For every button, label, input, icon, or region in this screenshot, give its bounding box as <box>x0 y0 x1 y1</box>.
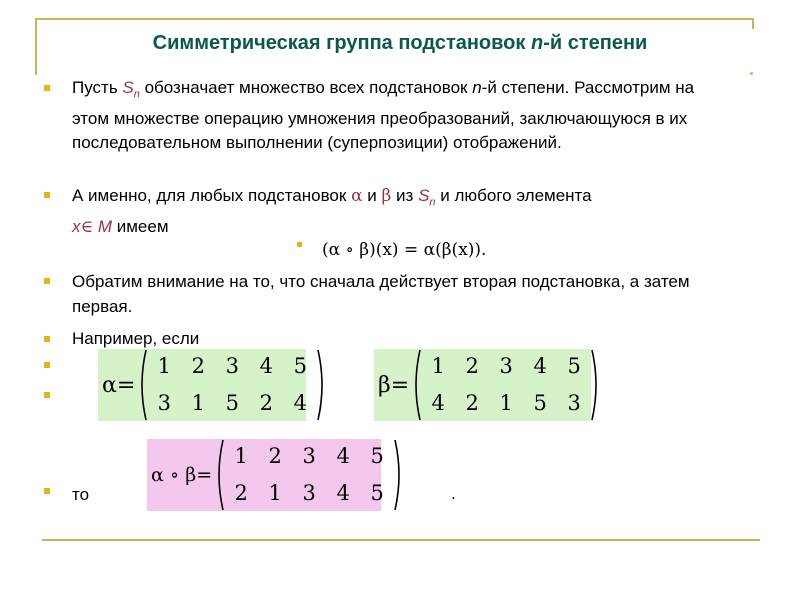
bullet-3 <box>44 278 50 284</box>
p2-set-index: n <box>429 196 436 209</box>
matrix-cell: 3 <box>225 354 239 378</box>
paragraph-1 <box>72 76 732 156</box>
decor-dot <box>750 72 753 75</box>
composition-formula: (α ∘ β)(x) = α(β(x)). <box>322 240 487 260</box>
composition-matrix-label: α ∘ β= <box>151 464 213 486</box>
alpha-matrix <box>98 349 306 421</box>
p2-and: и <box>362 186 382 205</box>
slide-title <box>0 32 800 55</box>
matrix-cell: 3 <box>302 444 316 468</box>
p2-alpha: α <box>351 186 363 206</box>
matrix-cell: 5 <box>225 391 239 415</box>
p2-beta: β <box>381 186 392 206</box>
p2-text-c: имеем <box>112 216 169 236</box>
matrix-cell: 5 <box>533 391 547 415</box>
composition-matrix <box>147 439 384 511</box>
matrix-cell: 2 <box>234 481 248 505</box>
matrix-cell: 2 <box>268 444 282 468</box>
matrix-cell: 1 <box>268 481 282 505</box>
p2-M: M <box>97 216 112 236</box>
bullet-5 <box>44 362 50 368</box>
title-text: Симметрическая группа подстановок <box>152 32 531 54</box>
matrix-cell: 3 <box>157 391 171 415</box>
comma: , <box>318 393 323 412</box>
left-paren-icon <box>137 348 147 422</box>
matrix-cell: 1 <box>234 444 248 468</box>
matrix-cell: 4 <box>336 481 350 505</box>
p1-set-symbol: S <box>122 78 134 97</box>
matrix-cell: 2 <box>465 354 479 378</box>
title-suffix: -й степени <box>543 32 648 54</box>
matrix-cell: 3 <box>302 481 316 505</box>
bullet-4 <box>44 336 50 342</box>
beta-matrix-body <box>411 348 601 422</box>
matrix-cell: 5 <box>293 354 307 378</box>
paragraph-5: то <box>72 485 90 504</box>
alpha-matrix-label: α= <box>102 372 136 398</box>
p2-in: ∈ <box>80 216 94 237</box>
alpha-matrix-body <box>137 348 327 422</box>
composition-matrix-body <box>214 438 404 512</box>
matrix-cell: 1 <box>191 391 205 415</box>
beta-matrix <box>374 349 591 421</box>
p2-set-symbol: S <box>418 186 430 205</box>
beta-matrix-grid <box>421 348 591 422</box>
decor-top-line <box>35 18 753 20</box>
matrix-cell: 5 <box>567 354 581 378</box>
p1-text-b: обозначает множество всех подстановок <box>139 78 473 97</box>
p2-from: из <box>391 186 419 205</box>
p2-text-b: и любого элемента <box>435 186 592 205</box>
p1-text-c: -й степени. Рассмотрим на этом множестве операцию умножения преобразований, заключающуюся в их последовательном выполнении (суперпозиции) отображений. <box>72 78 695 153</box>
beta-matrix-label: β= <box>378 372 410 398</box>
decor-right-tick <box>752 18 754 29</box>
matrix-cell: 1 <box>431 354 445 378</box>
matrix-cell: 2 <box>465 391 479 415</box>
left-paren-icon <box>411 348 421 422</box>
title-n: n <box>530 32 544 54</box>
p2-x: x <box>72 216 81 236</box>
period: . <box>451 484 456 503</box>
bullet-2 <box>44 192 50 198</box>
decor-bottom-line <box>42 539 760 541</box>
p1-text-a: Пусть <box>72 78 123 97</box>
matrix-cell: 4 <box>293 391 307 415</box>
paragraph-4: Например, если <box>72 329 200 348</box>
matrix-cell: 3 <box>499 354 513 378</box>
matrix-cell: 3 <box>567 391 581 415</box>
matrix-cell: 4 <box>336 444 350 468</box>
composition-matrix-grid <box>224 438 394 512</box>
alpha-matrix-grid <box>147 348 317 422</box>
matrix-cell: 2 <box>259 391 273 415</box>
matrix-cell: 5 <box>370 444 384 468</box>
matrix-cell: 4 <box>431 391 445 415</box>
matrix-cell: 4 <box>259 354 273 378</box>
p1-n: n <box>472 78 482 97</box>
right-paren-icon <box>591 348 601 422</box>
matrix-cell: 5 <box>370 481 384 505</box>
sub-bullet <box>297 242 302 247</box>
paragraph-2 <box>72 184 762 239</box>
left-paren-icon <box>214 438 224 512</box>
bullet-6 <box>44 392 50 398</box>
matrix-cell: 1 <box>499 391 513 415</box>
p2-text-a: А именно, для любых подстановок <box>72 186 352 205</box>
matrix-cell: 1 <box>157 354 171 378</box>
matrix-cell: 4 <box>533 354 547 378</box>
p1-set-index: n <box>133 88 140 101</box>
right-paren-icon <box>394 438 404 512</box>
bullet-7 <box>44 488 50 494</box>
paragraph-3: Обратим внимание на то, что сначала действует вторая подстановка, а затем первая. <box>72 272 690 316</box>
bullet-1 <box>44 85 50 91</box>
matrix-cell: 2 <box>191 354 205 378</box>
